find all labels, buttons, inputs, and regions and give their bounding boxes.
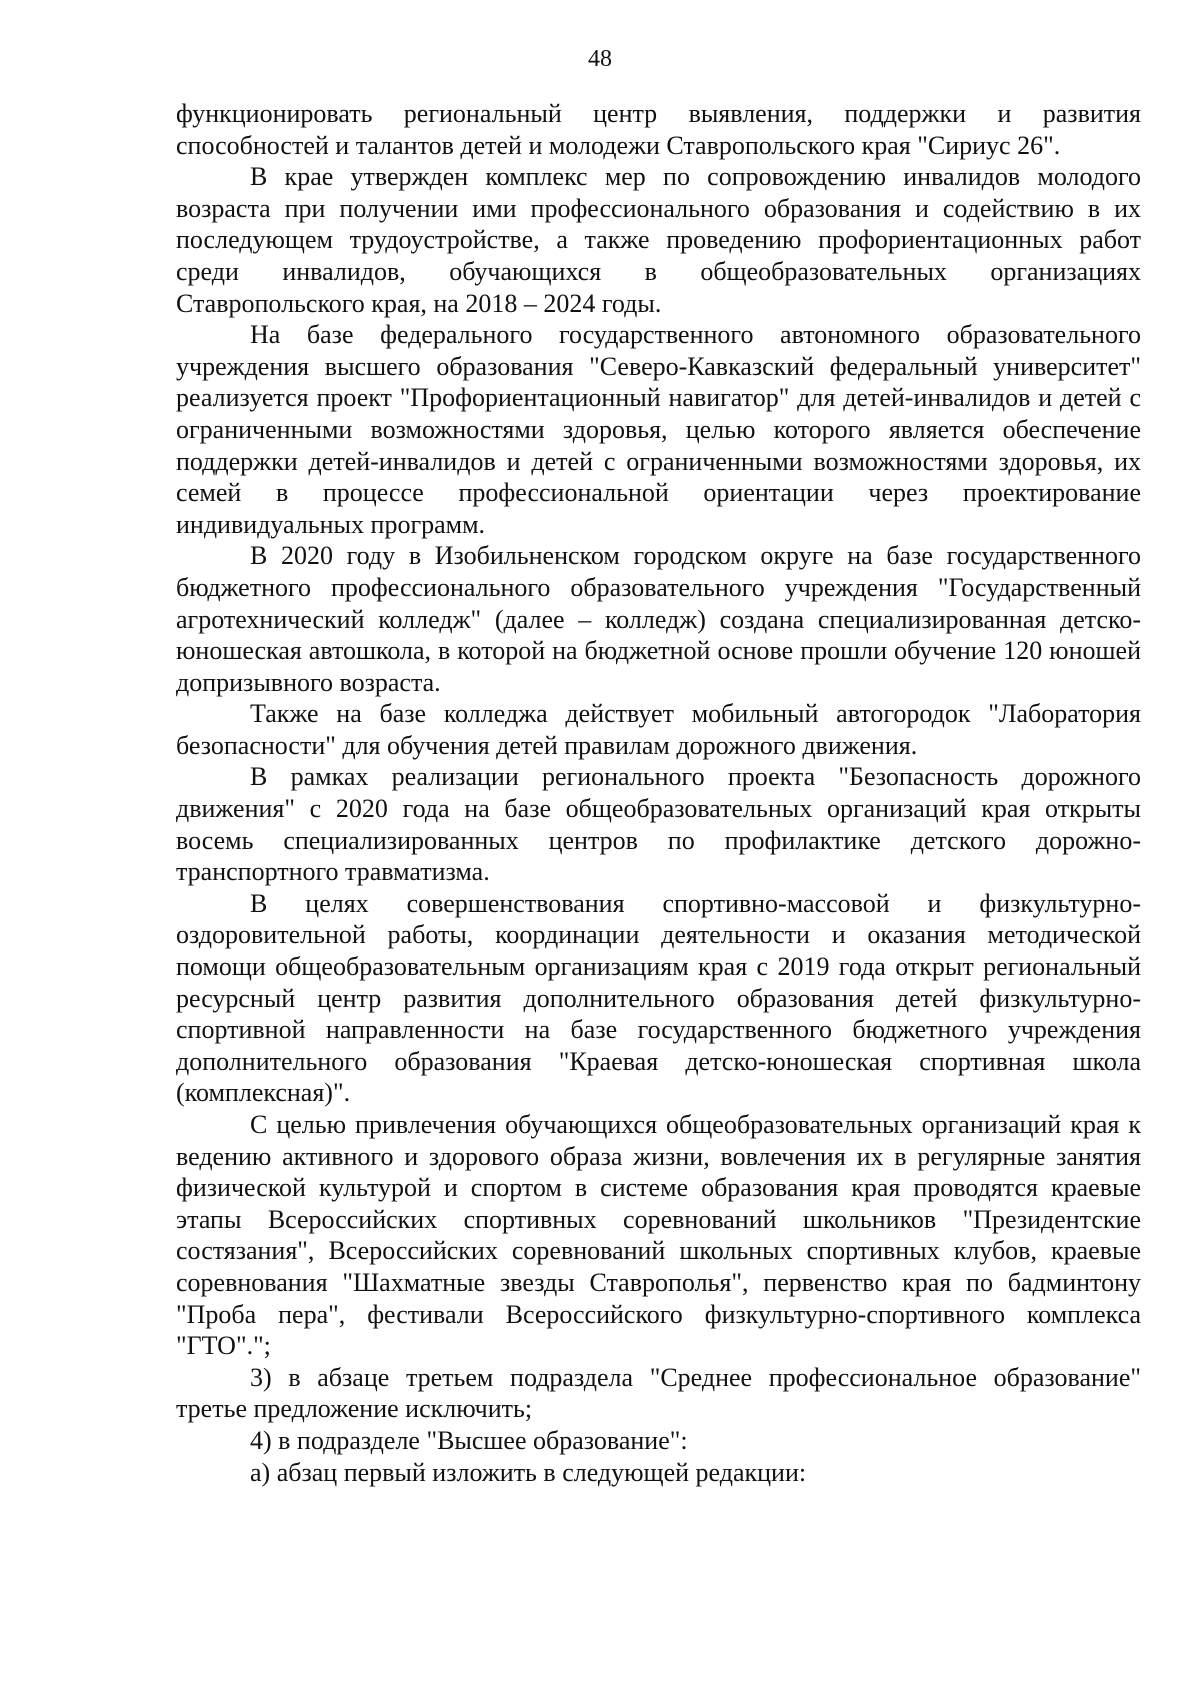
paragraph: Также на базе колледжа действует мобильный автогородок "Лаборатория безопасности" для обучения детей правилам дорожного движения.	[176, 699, 1141, 760]
paragraph-continuation: функционировать региональный центр выявления, поддержки и развития способностей и талантов детей и молодежи Ставропольского края "Сириус 26".	[176, 99, 1141, 160]
amendment-subitem: а) абзац первый изложить в следующей редакции:	[250, 1457, 807, 1487]
paragraph: На базе федерального государственного автономного образовательного учреждения высшего образования "Северо-Кавказский федеральный университет" реализуется проект "Профориентационный навигатор" для детей-инвалидов и детей с ограниченными возможностями здоровья, целью которого является обеспечение поддержки детей-инвалидов и детей с ограниченными возможностями здоровья, их семей в процессе профессиональной ориентации через проектирование индивидуальных программ.	[176, 320, 1141, 539]
amendment-item: 3) в абзаце третьем подраздела "Среднее профессиональное образование" третье предложение исключить;	[176, 1362, 1141, 1424]
paragraph: В рамках реализации регионального проекта "Безопасность дорожного движения" с 2020 года на базе общеобразовательных организаций края открыты восемь специализированных центров по профилактике детского дорожно-транспортного травматизма.	[176, 762, 1141, 887]
paragraph: С целью привлечения обучающихся общеобразовательных организаций края к ведению активного и здорового образа жизни, вовлечения их в регулярные занятия физической культурой и спортом в системе образования края проводятся краевые этапы Всероссийских спортивных соревнований школьников "Президентские состязания", Всероссийских соревнований школьных спортивных клубов, краевые соревнования "Шахматные звезды Ставрополья", первенство края по бадминтону "Проба пера", фестивали Всероссийского физкультурно-спортивного комплекса "ГТО".";	[176, 1110, 1141, 1361]
amendment-item: 4) в подразделе "Высшее образование":	[250, 1425, 688, 1455]
paragraph: В крае утвержден комплекс мер по сопровождению инвалидов молодого возраста при получении ими профессионального образования и содействию в их последующем трудоустройстве, а также проведению профориентационных работ среди инвалидов, обучающихся в общеобразовательных организациях Ставропольского края, на 2018 – 2024 годы.	[176, 162, 1141, 318]
paragraph: В целях совершенствования спортивно-массовой и физкультурно-оздоровительной работы, координации деятельности и оказания методической помощи общеобразовательным организациям края с 2019 года открыт региональный ресурсный центр развития дополнительного образования детей физкультурно-спортивной направленности на базе государственного бюджетного учреждения дополнительного образования "Краевая детско-юношеская спортивная школа (комплексная)".	[176, 888, 1141, 1108]
paragraph: В 2020 году в Изобильненском городском округе на базе государственного бюджетного профессионального образовательного учреждения "Государственный агротехнический колледж" (далее – колледж) создана специализированная детско-юношеская автошкола, в которой на бюджетной основе прошли обучение 120 юношей допризывного возраста.	[176, 541, 1141, 697]
document-body	[176, 98, 1141, 1488]
page-number: 48	[588, 46, 612, 72]
